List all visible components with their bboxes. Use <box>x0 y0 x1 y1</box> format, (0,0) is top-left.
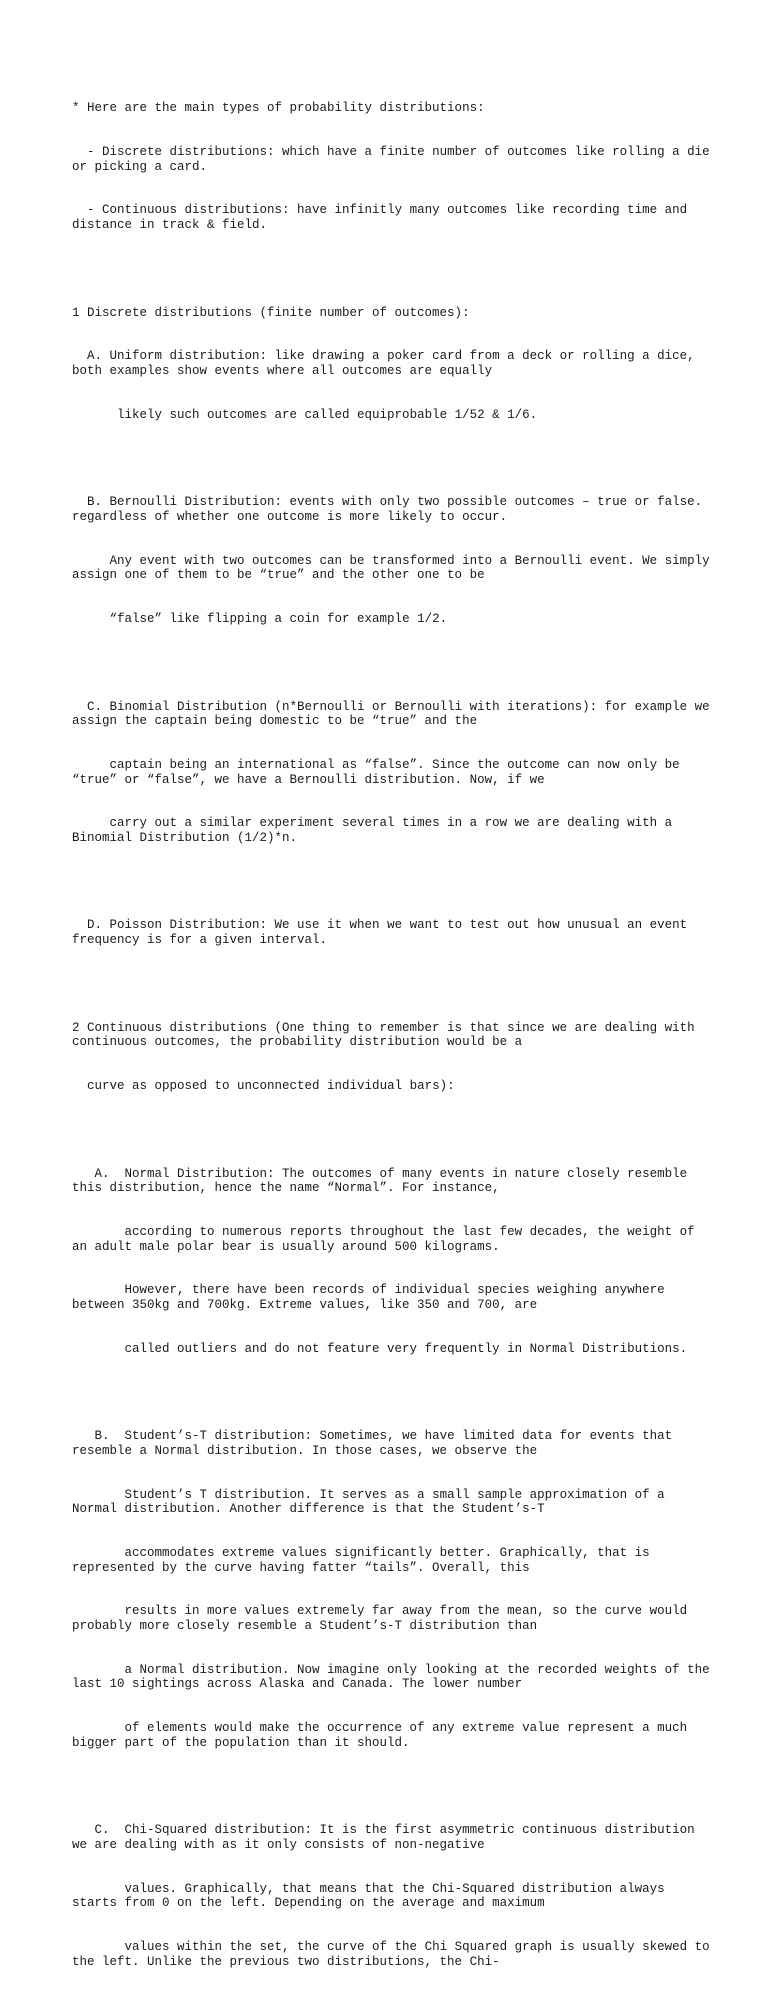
text-line: “false” like flipping a coin for example 1/2. <box>72 611 448 626</box>
text-line: D. Poisson Distribution: We use it when we want to test out how unusual an event frequency is for a given interval. <box>72 918 695 948</box>
paragraph-bernoulli <box>72 466 718 656</box>
text-line: captain being an international as “false”. Since the outcome can now only be “true” or “false”, we have a Bernoulli distribution. Now, if we <box>72 757 688 787</box>
text-line: Student’s T distribution. It serves as a small sample approximation of a Normal distribution. Another difference is that the Student’s-T <box>72 1487 673 1517</box>
text-line: accommodates extreme values significantly better. Graphically, that is represented by the curve having fatter “tails”. Overall, this <box>72 1545 658 1575</box>
paragraph-normal <box>72 1137 712 1385</box>
text-line: likely such outcomes are called equiprobable 1/52 & 1/6. <box>72 407 538 422</box>
paragraph-chi-squared <box>72 1794 718 1998</box>
text-line: curve as opposed to unconnected individual bars): <box>72 1078 455 1093</box>
text-line: * Here are the main types of probability distributions: <box>72 101 485 116</box>
paragraph-continuous-intro <box>72 991 712 1122</box>
text-line: 1 Discrete distributions (finite number of outcomes): <box>72 305 470 320</box>
text-line: of elements would make the occurrence of any extreme value represent a much bigger part of the population than it should. <box>72 1721 695 1750</box>
text-line: C. Chi-Squared distribution: It is the first asymmetric continuous distribution we are dealing with as it only consists of non-negative <box>72 1823 703 1852</box>
text-line: A. Uniform distribution: like drawing a poker card from a deck or rolling a dice, both examples show events where all outcomes are equally <box>72 349 703 378</box>
text-line: according to numerous reports throughout the last few decades, the weight of an adult male polar bear is usually around 500 kilograms. <box>72 1224 703 1254</box>
text-line: a Normal distribution. Now imagine only looking at the recorded weights of the last 10 sightings across Alaska and Canada. The lower number <box>72 1662 718 1692</box>
text-line: 2 Continuous distributions (One thing to remember is that since we are dealing with continuous outcomes, the probability distribution would be a <box>72 1020 703 1050</box>
paragraph-student-t <box>72 1400 718 1779</box>
text-line: A. Normal Distribution: The outcomes of many events in nature closely resemble this distribution, hence the name “Normal”. For instance, <box>72 1166 695 1196</box>
document-body <box>72 72 718 1998</box>
text-line: results in more values extremely far away from the mean, so the curve would probably more closely resemble a Student’s-T distribution than <box>72 1604 695 1633</box>
text-line: values. Graphically, that means that the Chi-Squared distribution always starts from 0 on the left. Depending on the average and maximum <box>72 1881 673 1911</box>
text-line: B. Student’s-T distribution: Sometimes, we have limited data for events that resemble a Normal distribution. In those cases, we observe the <box>72 1429 680 1458</box>
text-line: - Continuous distributions: have infinitly many outcomes like recording time and distance in track & field. <box>72 203 695 232</box>
text-line: Any event with two outcomes can be transformed into a Bernoulli event. We simply assign one of them to be “true” and the other one to be <box>72 553 718 583</box>
text-line: carry out a similar experiment several times in a row we are dealing with a Binomial Distribution (1/2)*n. <box>72 816 680 845</box>
paragraph-distribution-types <box>72 72 718 262</box>
text-line: values within the set, the curve of the Chi Squared graph is usually skewed to the left. Unlike the previous two distributions, the Chi- <box>72 1940 718 1969</box>
text-line: However, there have been records of individual species weighing anywhere between 350kg and 700kg. Extreme values, like 350 and 700, are <box>72 1283 673 1312</box>
text-line: B. Bernoulli Distribution: events with only two possible outcomes – true or false. regardless of whether one outcome is more likely to occur. <box>72 495 710 524</box>
text-line: - Discrete distributions: which have a finite number of outcomes like rolling a die or picking a card. <box>72 144 718 174</box>
paragraph-discrete-uniform <box>72 276 712 451</box>
paragraph-binomial <box>72 670 718 874</box>
text-line: called outliers and do not feature very frequently in Normal Distributions. <box>72 1341 688 1356</box>
paragraph-poisson <box>72 889 712 977</box>
text-line: C. Binomial Distribution (n*Bernoulli or Bernoulli with iterations): for example we assign the captain being domestic to be “true” and the <box>72 699 718 729</box>
